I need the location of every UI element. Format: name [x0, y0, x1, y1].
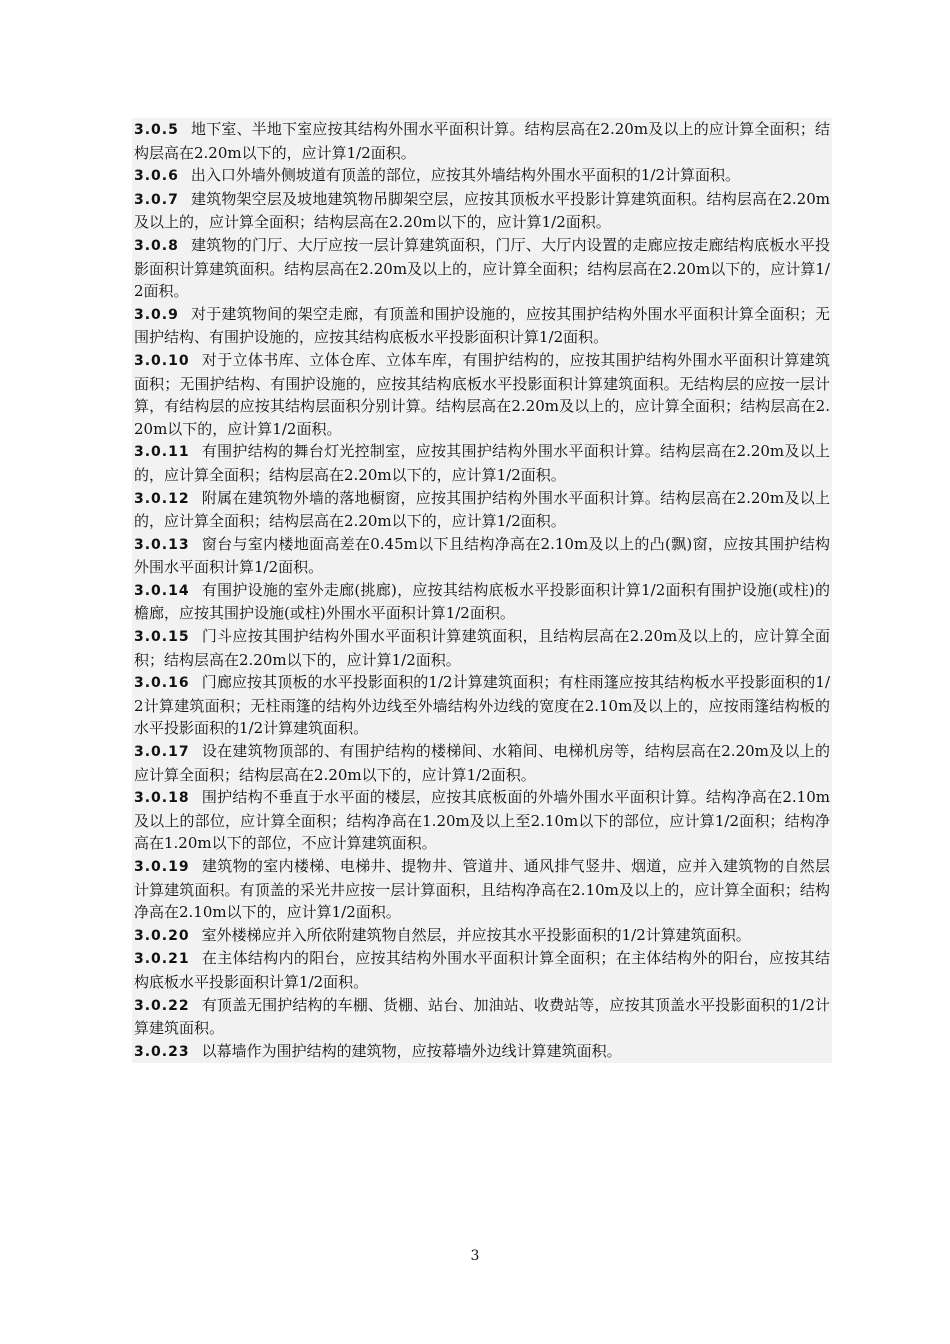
clause-text: 门斗应按其围护结构外围水平面积计算建筑面积，且结构层高在2.20m及以上的，应计算全面积；结构层高在2.20m以下的，应计算1/2面积。	[134, 627, 830, 669]
clause-number: 3.0.9	[134, 306, 179, 323]
clause-number: 3.0.15	[134, 629, 190, 646]
clause-3-0-15	[132, 625, 832, 671]
clause-number: 3.0.14	[134, 582, 190, 599]
clause-3-0-18	[132, 786, 832, 855]
clause-number: 3.0.8	[134, 237, 179, 254]
clause-3-0-10	[132, 349, 832, 440]
clause-3-0-7	[132, 188, 832, 234]
clause-3-0-5	[132, 118, 832, 164]
clause-number: 3.0.23	[134, 1043, 190, 1060]
clause-text: 有顶盖无围护结构的车棚、货棚、站台、加油站、收费站等，应按其顶盖水平投影面积的1/2计算建筑面积。	[134, 995, 830, 1038]
clause-3-0-23	[132, 1040, 832, 1064]
clause-number: 3.0.10	[134, 352, 190, 369]
clause-number: 3.0.17	[134, 744, 190, 761]
clause-text: 出入口外墙外侧坡道有顶盖的部位，应按其外墙结构外围水平面积的1/2计算面积。	[190, 166, 741, 185]
clause-number: 3.0.16	[134, 675, 190, 692]
clause-number: 3.0.5	[134, 122, 179, 138]
clause-3-0-17	[132, 740, 832, 786]
clause-number: 3.0.18	[134, 790, 190, 807]
clause-text: 设在建筑物顶部的、有围护结构的楼梯间、水箱间、电梯机房等，结构层高在2.20m及以上的应计算全面积；结构层高在2.20m以下的，应计算1/2面积。	[134, 742, 830, 784]
clause-text: 建筑物架空层及坡地建筑物吊脚架空层，应按其顶板水平投影计算建筑面积。结构层高在2.20m及以上的，应计算全面积；结构层高在2.20m以下的，应计算1/2面积。	[134, 189, 830, 232]
clause-text: 有围护结构的舞台灯光控制室，应按其围护结构外围水平面积计算。结构层高在2.20m及以上的，应计算全面积；结构层高在2.20m以下的，应计算1/2面积。	[134, 442, 830, 484]
clause-text: 附属在建筑物外墙的落地橱窗，应按其围护结构外围水平面积计算。结构层高在2.20m及以上的，应计算全面积；结构层高在2.20m以下的，应计算1/2面积。	[134, 488, 830, 531]
clause-text: 对于建筑物间的架空走廊，有顶盖和围护设施的，应按其围护结构外围水平面积计算全面积；无围护结构、有围护设施的，应按其结构底板水平投影面积计算1/2面积。	[134, 304, 830, 347]
clause-3-0-16	[132, 671, 832, 740]
clause-3-0-20	[132, 924, 832, 948]
clause-number: 3.0.22	[134, 997, 190, 1014]
clause-text: 建筑物的室内楼梯、电梯井、提物井、管道井、通风排气竖井、烟道，应并入建筑物的自然层计算建筑面积。有顶盖的采光井应按一层计算面积，且结构净高在2.10m及以上的，应计算全面积；结构净高在2.10m以下的，应计算1/2面积。	[134, 857, 830, 922]
clause-3-0-22	[132, 994, 832, 1040]
clause-text: 建筑物的门厅、大厅应按一层计算建筑面积，门厅、大厅内设置的走廊应按走廊结构底板水平投影面积计算建筑面积。结构层高在2.20m及以上的，应计算全面积；结构层高在2.20m以下的，应计算1/2面积。	[134, 235, 830, 301]
clause-text: 有围护设施的室外走廊(挑廊)，应按其结构底板水平投影面积计算1/2面积有围护设施(或柱)的檐廊，应按其围护设施(或柱)外围水平面积计算1/2面积。	[134, 580, 830, 623]
clause-3-0-14	[132, 579, 832, 625]
clause-3-0-12	[132, 487, 832, 533]
clause-3-0-19	[132, 855, 832, 924]
clause-text: 在主体结构内的阳台，应按其结构外围水平面积计算全面积；在主体结构外的阳台，应按其结构底板水平投影面积计算1/2面积。	[134, 949, 830, 991]
clause-3-0-9	[132, 303, 832, 349]
clause-text: 围护结构不垂直于水平面的楼层，应按其底板面的外墙外围水平面积计算。结构净高在2.10m及以上的部位，应计算全面积；结构净高在1.20m及以上至2.10m以下的部位，应计算1/2面积；结构净高在1.20m以下的部位，不应计算建筑面积。	[134, 788, 830, 853]
page-number: 3	[470, 1248, 480, 1264]
clause-3-0-8	[132, 234, 832, 303]
clause-text: 对于立体书库、立体仓库、立体车库，有围护结构的，应按其围护结构外围水平面积计算建筑面积；无围护结构、有围护设施的，应按其结构底板水平投影面积计算建筑面积。无结构层的应按一层计算，有结构层的应按其结构层面积分别计算。结构层高在2.20m及以上的，应计算全面积；结构层高在2.20m以下的，应计算1/2面积。	[134, 350, 830, 438]
clause-number: 3.0.13	[134, 536, 190, 553]
clause-number: 3.0.7	[134, 191, 179, 208]
clause-number: 3.0.6	[134, 168, 179, 185]
clause-number: 3.0.11	[134, 444, 190, 461]
clause-text: 以幕墙作为围护结构的建筑物，应按幕墙外边线计算建筑面积。	[201, 1041, 622, 1060]
clause-number: 3.0.19	[134, 859, 190, 875]
clause-3-0-13	[132, 533, 832, 579]
clause-3-0-6	[132, 164, 832, 188]
clause-number: 3.0.20	[134, 927, 190, 944]
document-body	[132, 118, 832, 1063]
clause-number: 3.0.21	[134, 951, 190, 968]
clause-3-0-21	[132, 947, 832, 993]
clause-text: 门廊应按其顶板的水平投影面积的1/2计算建筑面积；有柱雨篷应按其结构板水平投影面积的1/2计算建筑面积；无柱雨篷的结构外边线至外墙结构外边线的宽度在2.10m及以上的，应按雨篷结构板的水平投影面积的1/2计算建筑面积。	[134, 673, 830, 738]
clause-3-0-11	[132, 440, 832, 486]
clause-text: 地下室、半地下室应按其结构外围水平面积计算。结构层高在2.20m及以上的应计算全面积；结构层高在2.20m以下的，应计算1/2面积。	[134, 120, 830, 162]
clause-number: 3.0.12	[134, 490, 190, 507]
clause-text: 室外楼梯应并入所依附建筑物自然层，并应按其水平投影面积的1/2计算建筑面积。	[201, 925, 751, 944]
clause-text: 窗台与室内楼地面高差在0.45m以下且结构净高在2.10m及以上的凸(飘)窗，应按其围护结构外围水平面积计算1/2面积。	[134, 534, 830, 577]
